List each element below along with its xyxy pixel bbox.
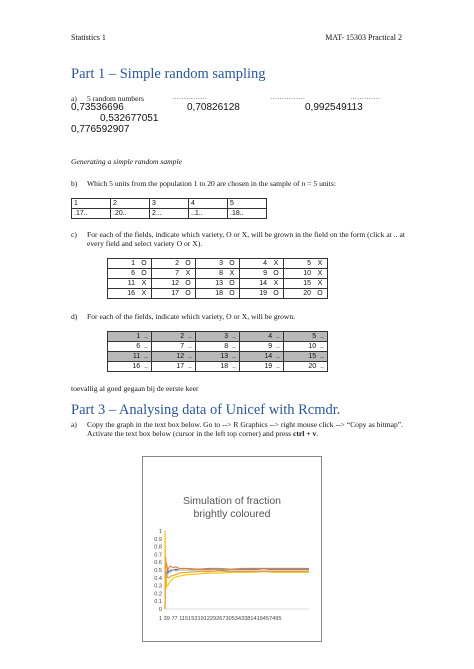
field-cell[interactable]	[196, 332, 240, 342]
field-variety[interactable]: ..	[188, 353, 192, 360]
field-number: 12	[176, 353, 185, 360]
field-number: 11	[127, 280, 135, 287]
random-number-4: 0,532677051	[100, 113, 159, 124]
table-row	[108, 362, 328, 372]
field-number: 19	[264, 363, 273, 370]
field-variety[interactable]: ..	[320, 363, 324, 370]
field-cell[interactable]	[152, 289, 196, 299]
section-subtitle: Generating a simple random sample	[71, 157, 182, 166]
note-text: toevallig al goed gegaan bij de eerste keer	[71, 384, 199, 393]
variety-select-table	[107, 331, 328, 372]
field-number: 10	[303, 270, 311, 277]
field-variety[interactable]: O	[141, 260, 147, 267]
field-number: 5	[307, 260, 311, 267]
table-cell: 5	[228, 199, 267, 209]
field-cell[interactable]	[152, 269, 196, 279]
field-variety[interactable]: O	[229, 260, 235, 267]
field-cell[interactable]	[152, 352, 196, 362]
field-variety[interactable]: O	[229, 280, 235, 287]
y-tick-label: 0	[158, 607, 162, 613]
field-variety[interactable]: X	[317, 270, 323, 277]
field-number: 11	[132, 353, 141, 360]
field-cell[interactable]	[240, 362, 284, 372]
field-variety[interactable]: X	[141, 280, 147, 287]
field-number: 8	[219, 270, 223, 277]
field-variety[interactable]: ..	[232, 343, 236, 350]
table-row	[108, 352, 328, 362]
field-variety[interactable]: ..	[320, 353, 324, 360]
field-variety[interactable]: ..	[144, 343, 148, 350]
field-cell[interactable]	[108, 269, 152, 279]
sample-table-header	[72, 199, 267, 209]
field-number: 1	[131, 260, 135, 267]
field-cell[interactable]	[108, 342, 152, 352]
field-variety[interactable]: ..	[188, 333, 192, 340]
item-c-text: For each of the fields, indicate which variety, O or X, will be grown in the field on the form (click at .. at every field and select variety O or X).	[87, 230, 405, 249]
field-variety[interactable]: X	[317, 260, 323, 267]
chart-text-box[interactable]	[142, 456, 322, 642]
field-number: 15	[308, 353, 317, 360]
part3-title: Part 3 – Analysing data of Unicef with Rcmdr.	[71, 402, 341, 418]
field-variety[interactable]: O	[185, 290, 191, 297]
random-number-1: 0,73536696	[71, 102, 124, 113]
field-number: 14	[259, 280, 267, 287]
field-cell[interactable]	[284, 352, 328, 362]
field-number: 2	[180, 333, 185, 340]
item-b-label: b)	[71, 179, 78, 188]
field-number: 8	[224, 343, 229, 350]
series-line-4	[165, 531, 309, 590]
field-cell[interactable]	[108, 279, 152, 289]
field-variety[interactable]: O	[141, 270, 147, 277]
field-variety[interactable]: X	[273, 260, 279, 267]
field-cell[interactable]	[108, 332, 152, 342]
chart-title-line-2: brightly coloured	[193, 508, 271, 520]
field-variety[interactable]: X	[273, 280, 279, 287]
answer-dots-2[interactable]: ……………	[270, 93, 305, 101]
field-variety[interactable]: ..	[188, 363, 192, 370]
field-number: 20	[308, 363, 317, 370]
series-line-5	[165, 557, 309, 609]
field-cell[interactable]	[240, 332, 284, 342]
table-cell: 2	[111, 199, 150, 209]
field-number: 16	[132, 363, 141, 370]
field-cell[interactable]	[196, 289, 240, 299]
table-row	[108, 259, 328, 269]
x-tick-labels: 1 39 77 115153191229267305343381419457495	[159, 616, 282, 622]
field-variety[interactable]: O	[273, 270, 279, 277]
header-left: Statistics 1	[71, 33, 106, 42]
y-tick-label: 0.5	[154, 568, 162, 574]
field-variety[interactable]: O	[185, 260, 191, 267]
item-a-label: a)	[71, 94, 77, 103]
field-variety[interactable]: ..	[232, 363, 236, 370]
field-cell[interactable]	[284, 269, 328, 279]
y-tick-label: 0.2	[154, 591, 162, 598]
field-number: 9	[263, 270, 267, 277]
field-number: 15	[303, 280, 311, 287]
field-number: 5	[312, 333, 317, 340]
field-number: 6	[136, 343, 141, 350]
y-tick-label: 1	[158, 529, 162, 535]
field-cell[interactable]	[284, 332, 328, 342]
y-tick-label: 0.9	[154, 536, 162, 543]
field-variety[interactable]: ..	[188, 343, 192, 350]
y-tick-label: 0.8	[154, 544, 162, 551]
field-number: 7	[180, 343, 185, 350]
field-cell[interactable]	[240, 352, 284, 362]
field-number: 18	[215, 290, 223, 297]
field-cell[interactable]	[196, 269, 240, 279]
field-cell[interactable]	[284, 342, 328, 352]
field-variety[interactable]: O	[229, 290, 235, 297]
field-cell[interactable]	[196, 352, 240, 362]
field-number: 13	[215, 280, 223, 287]
field-number: 3	[219, 260, 223, 267]
sample-input-cell[interactable]: .17..	[72, 209, 111, 219]
table-cell: 3	[150, 199, 189, 209]
field-cell[interactable]	[196, 279, 240, 289]
field-number: 18	[220, 363, 229, 370]
part3-a-label: a)	[71, 420, 77, 429]
item-d-text: For each of the fields, indicate which variety, O or X, will be grown.	[87, 312, 296, 321]
field-variety[interactable]: X	[141, 290, 147, 297]
random-number-3: 0,992549113	[305, 102, 363, 113]
field-variety[interactable]: O	[185, 280, 191, 287]
sample-table-row	[72, 209, 267, 219]
y-tick-label: 0.7	[154, 552, 162, 559]
item-d-label: d)	[71, 312, 78, 321]
header-right: MAT- 15303 Practical 2	[325, 33, 402, 42]
field-variety[interactable]: ..	[320, 333, 324, 340]
field-cell[interactable]	[196, 259, 240, 269]
table-row	[108, 289, 328, 299]
fraction-chart	[143, 457, 321, 641]
random-number-2: 0,70826128	[187, 102, 240, 113]
field-variety[interactable]: ..	[276, 353, 280, 360]
field-cell[interactable]	[240, 259, 284, 269]
part1-title: Part 1 – Simple random sampling	[71, 66, 266, 82]
item-b-text: Which 5 units from the population 1 to 20 are chosen in the sample of n = 5 units:	[87, 179, 336, 188]
y-tick-label: 0.4	[154, 575, 162, 582]
field-number: 3	[224, 333, 229, 340]
field-number: 17	[176, 363, 185, 370]
y-tick-label: 0.3	[154, 583, 162, 590]
random-number-5: 0,776592907	[71, 124, 130, 135]
field-variety[interactable]: ..	[144, 333, 148, 340]
field-cell[interactable]	[152, 342, 196, 352]
field-variety[interactable]: ..	[144, 363, 148, 370]
field-cell[interactable]	[284, 279, 328, 289]
table-cell: 4	[189, 199, 228, 209]
chart-title-line-1: Simulation of fraction	[182, 495, 282, 507]
field-cell[interactable]	[108, 289, 152, 299]
field-number: 4	[268, 333, 273, 340]
table-cell: 1	[72, 199, 111, 209]
field-cell[interactable]	[196, 342, 240, 352]
sample-table	[71, 198, 267, 219]
field-cell[interactable]	[284, 362, 328, 372]
field-variety[interactable]: O	[317, 290, 323, 297]
field-number: 16	[127, 290, 135, 297]
field-number: 9	[268, 343, 273, 350]
series-line-2	[165, 531, 309, 570]
variety-table	[107, 258, 328, 299]
field-cell[interactable]	[196, 362, 240, 372]
table-row	[108, 269, 328, 279]
answer-dots-3[interactable]: ………….	[350, 93, 380, 101]
sample-input-cell[interactable]: .20..	[111, 209, 150, 219]
field-cell[interactable]	[152, 362, 196, 372]
field-cell[interactable]	[284, 289, 328, 299]
field-cell[interactable]	[152, 279, 196, 289]
field-cell[interactable]	[240, 269, 284, 279]
sample-input-cell[interactable]: 2...	[150, 209, 189, 219]
field-variety[interactable]: X	[229, 270, 235, 277]
field-variety[interactable]: ..	[276, 333, 280, 340]
field-cell[interactable]	[152, 259, 196, 269]
field-variety[interactable]: ..	[232, 353, 236, 360]
field-variety[interactable]: ..	[320, 343, 324, 350]
field-variety[interactable]: X	[185, 270, 191, 277]
part3-a-text: Copy the graph in the text box below. Go to --> R Graphics --> right mouse click --> “Copy as bitmap”. Activate the text box below (cursor in the left top corner) and press ctrl + v.	[87, 420, 404, 439]
field-number: 13	[220, 353, 229, 360]
field-cell[interactable]	[284, 259, 328, 269]
y-tick-label: 0.1	[154, 599, 162, 606]
table-row	[108, 342, 328, 352]
field-cell[interactable]	[108, 259, 152, 269]
field-variety[interactable]: O	[273, 290, 279, 297]
field-variety[interactable]: X	[317, 280, 323, 287]
field-number: 20	[303, 290, 311, 297]
field-cell[interactable]	[108, 352, 152, 362]
item-c-label: c)	[71, 230, 77, 239]
field-number: 6	[131, 270, 135, 277]
field-number: 12	[171, 280, 179, 287]
field-cell[interactable]	[240, 342, 284, 352]
field-number: 2	[175, 260, 179, 267]
field-cell[interactable]	[240, 279, 284, 289]
field-variety[interactable]: ..	[232, 333, 236, 340]
table-row	[108, 279, 328, 289]
field-variety[interactable]: ..	[276, 363, 280, 370]
field-number: 10	[308, 343, 317, 350]
sample-input-cell[interactable]: .18..	[228, 209, 267, 219]
field-number: 14	[264, 353, 273, 360]
sample-input-cell[interactable]: ..1..	[189, 209, 228, 219]
field-number: 1	[136, 333, 141, 340]
field-cell[interactable]	[152, 332, 196, 342]
field-number: 19	[259, 290, 267, 297]
y-tick-label: 0.6	[154, 560, 162, 567]
field-number: 7	[175, 270, 179, 277]
field-cell[interactable]	[108, 362, 152, 372]
field-variety[interactable]: ..	[276, 343, 280, 350]
field-number: 4	[263, 260, 267, 267]
item-a-text: 5 random numbers	[87, 94, 144, 103]
table-row	[108, 332, 328, 342]
field-number: 17	[171, 290, 179, 297]
field-cell[interactable]	[240, 289, 284, 299]
answer-dots-1[interactable]: ……………	[172, 93, 207, 101]
field-variety[interactable]: ..	[144, 353, 148, 360]
